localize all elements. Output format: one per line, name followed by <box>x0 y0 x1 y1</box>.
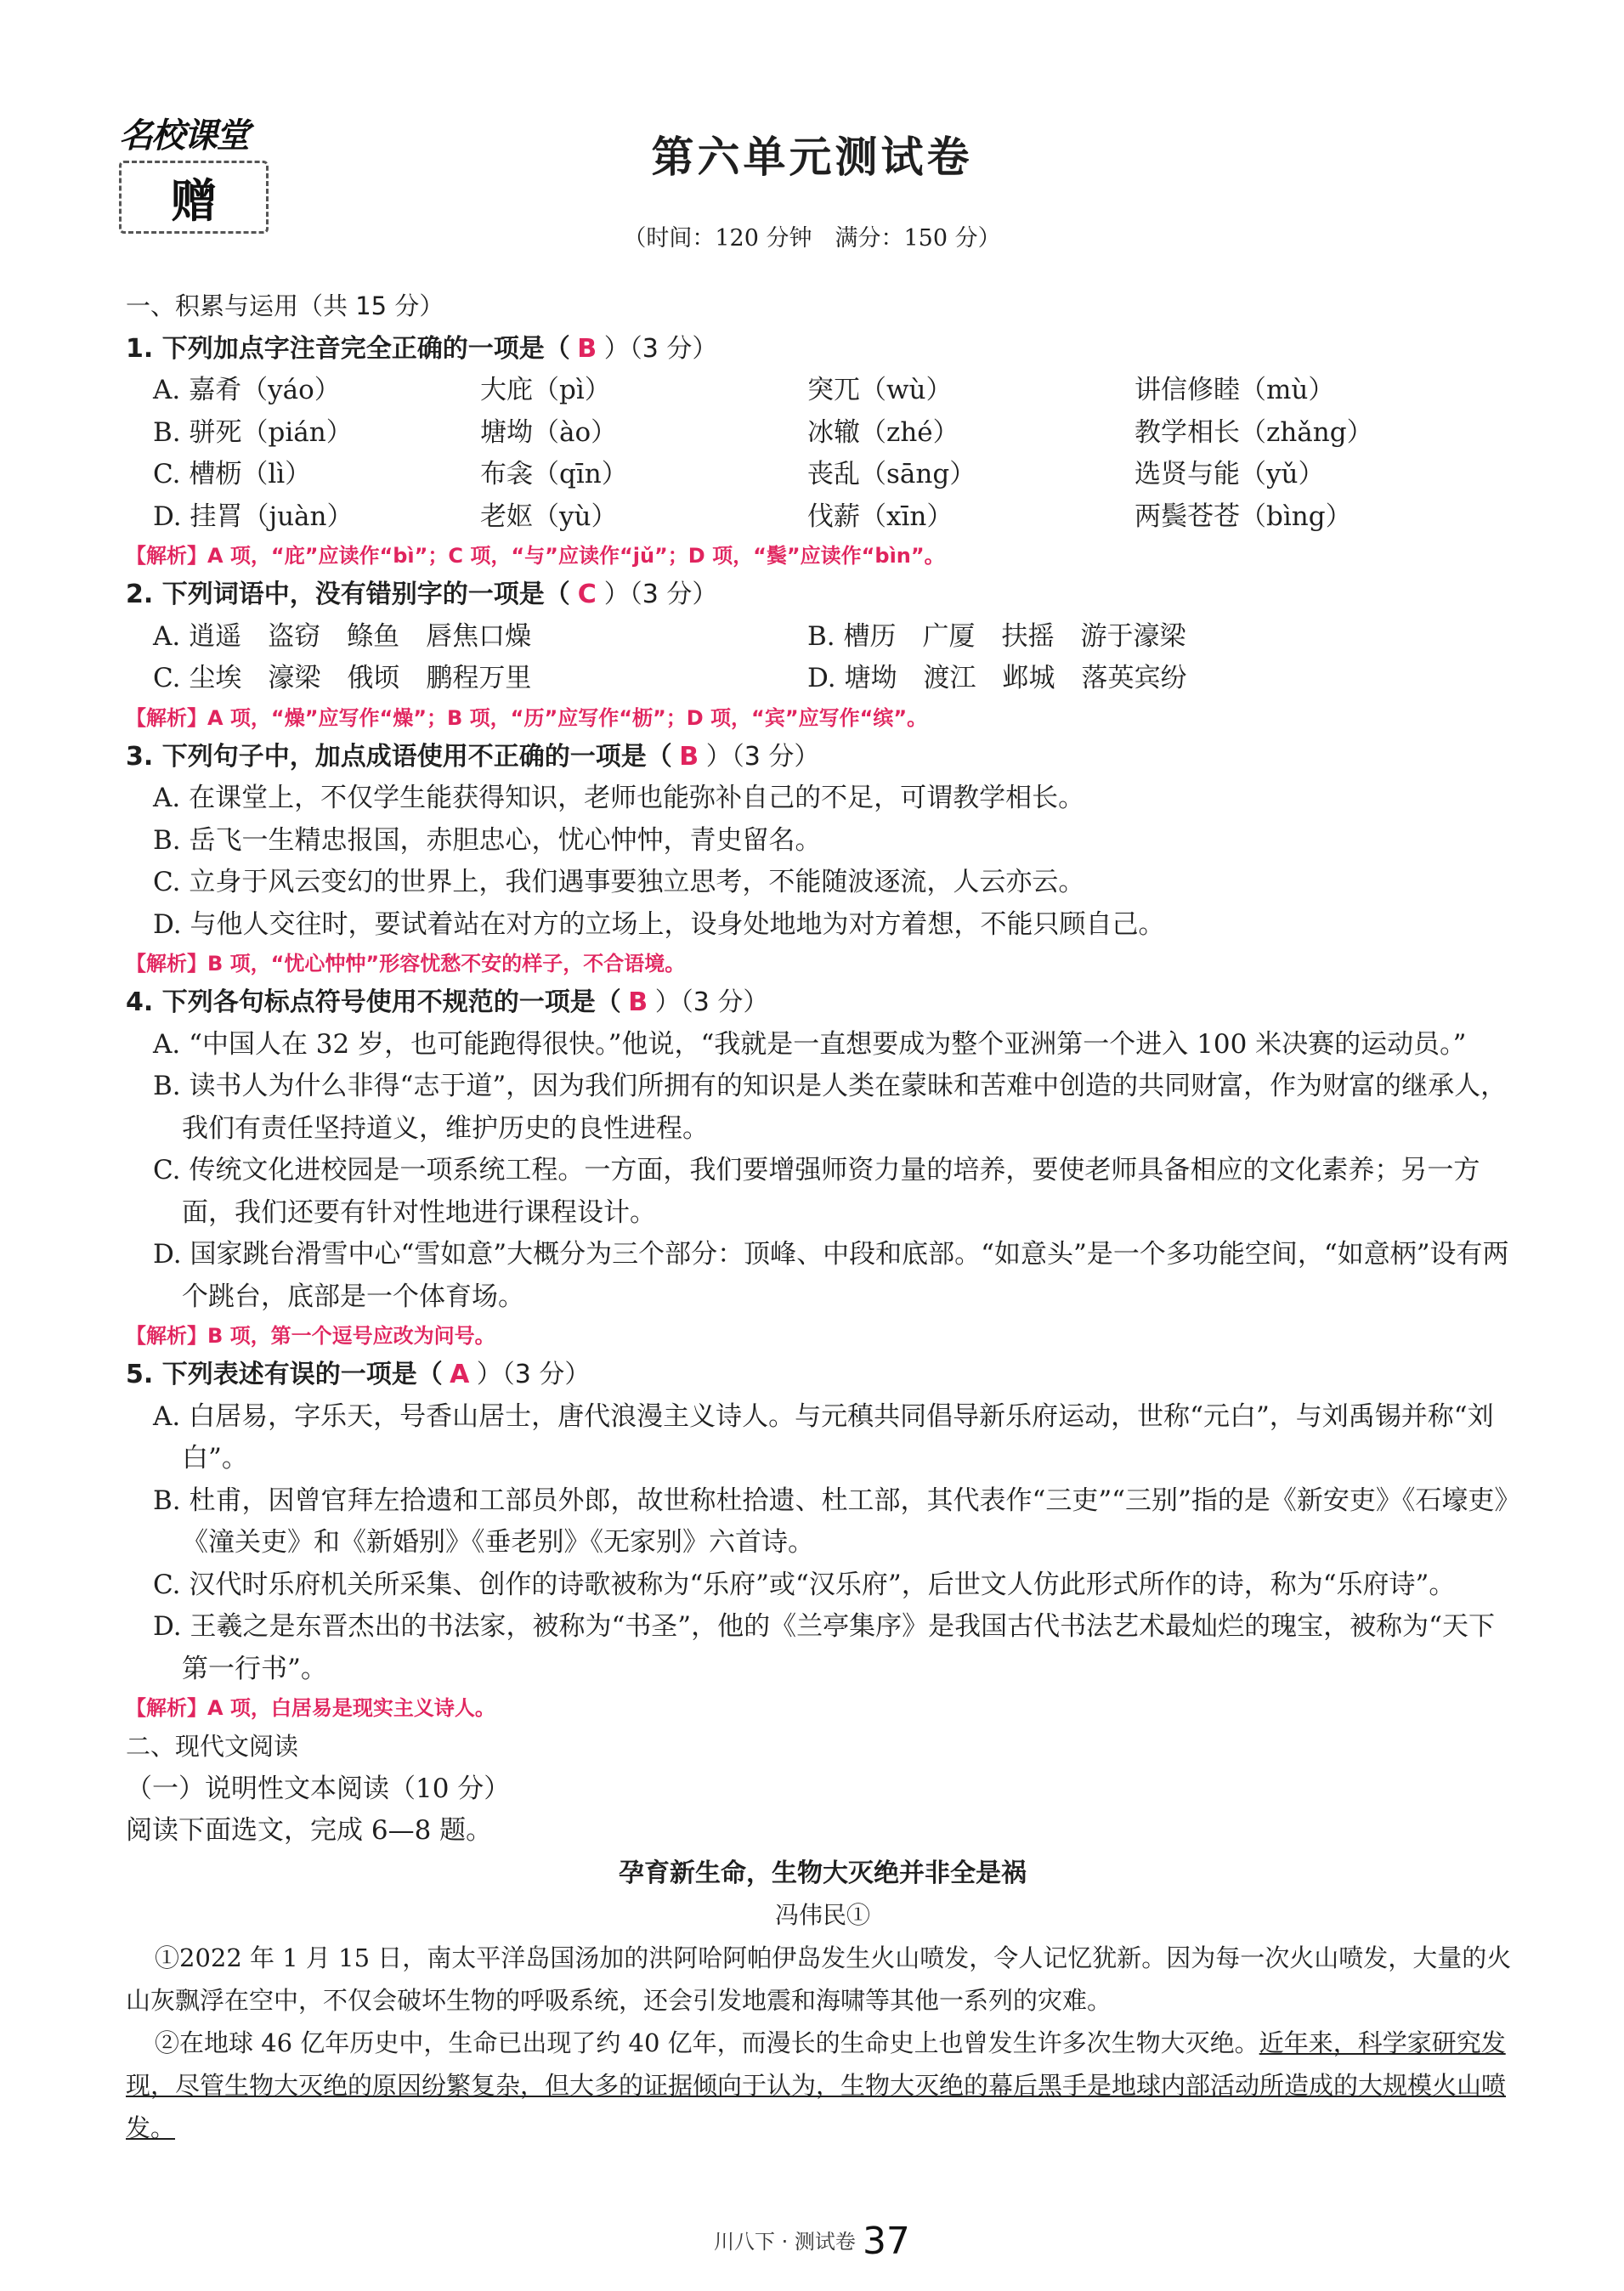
question-score: ）（3 分） <box>603 333 718 364</box>
section-heading-1: 一、积累与运用（共 15 分） <box>126 291 444 320</box>
page-footer <box>0 2220 1624 2263</box>
question-score: ）（3 分） <box>705 741 820 772</box>
footer-label: 川八下 · 测试卷 <box>714 2230 856 2254</box>
article-paragraph-2 <box>126 2022 1519 2149</box>
analysis-text: 【解析】B 项，第一个逗号应改为问号。 <box>126 1324 495 1348</box>
answer-mark: C <box>577 580 597 609</box>
page-title: 第六单元测试卷 <box>651 133 973 182</box>
option-cell: D. 塘坳 渡江 邺城 落英宾纷 <box>807 663 1187 693</box>
option-cell: A. 嘉肴（yáo） <box>153 375 341 405</box>
option-cell: B. 骈死（pián） <box>153 416 353 448</box>
question-2 <box>126 574 1519 616</box>
option-a: A. 在课堂上，不仅学生能获得知识，老师也能弥补自己的不足，可谓教学相长。 <box>153 783 1085 813</box>
question-1 <box>126 328 1519 371</box>
section-heading-2: 二、现代文阅读 <box>126 1732 299 1761</box>
option-d: D. 与他人交往时，要试着站在对方的立场上，设身处地地为对方着想，不能只顾自己。 <box>153 908 1165 940</box>
question-score: ）（3 分） <box>654 987 769 1017</box>
analysis-text: 【解析】A 项，白居易是现实主义诗人。 <box>126 1696 495 1720</box>
option-b: B. 读书人为什么非得“志于道”，因为我们所拥有的知识是人类在蒙昧和苦难中创造的共同财富，作为财富的继承人，我们有责任坚持道义，维护历史的良性进程。 <box>153 1071 1508 1144</box>
question-stem: 5. 下列表述有误的一项是（ <box>126 1360 443 1389</box>
question-4 <box>126 981 1519 1024</box>
question-stem: 3. 下列句子中，加点成语使用不正确的一项是（ <box>126 741 672 772</box>
option-b: B. 岳飞一生精忠报国，赤胆忠心，忧心忡忡，青史留名。 <box>153 824 822 856</box>
article-author: 冯伟民① <box>774 1901 870 1929</box>
question-stem: 4. 下列各句标点符号使用不规范的一项是（ <box>126 987 621 1017</box>
option-d: D. 国家跳台滑雪中心“雪如意”大概分为三个部分：顶峰、中段和底部。“如意头”是一个多功能空间，“如意柄”设有两个跳台，底部是一个体育场。 <box>153 1239 1509 1312</box>
option-cell: 选贤与能（yǔ） <box>1135 459 1325 489</box>
question-5 <box>126 1354 1519 1396</box>
option-a: A. 白居易，字乐天，号香山居士，唐代浪漫主义诗人。与元稹共同倡导新乐府运动，世称“元白”，与刘禹锡并称“刘白”。 <box>153 1400 1494 1474</box>
option-cell: 大庇（pì） <box>480 375 611 405</box>
option-cell: 老妪（yù） <box>480 501 618 532</box>
option-c: C. 立身于风云变幻的世界上，我们遇事要独立思考，不能随波逐流，人云亦云。 <box>153 867 1085 897</box>
page-number: 37 <box>862 2220 910 2263</box>
question-3 <box>126 736 1519 778</box>
option-a: A. “中国人在 32 岁，也可能跑得很快。”他说，“我就是一直想要成为整个亚洲第一个进入 100 米决赛的运动员。” <box>153 1028 1467 1060</box>
option-cell: 塘坳（ào） <box>480 416 618 448</box>
option-cell: C. 槽枥（lì） <box>153 459 312 489</box>
option-cell: 冰辙（zhé） <box>807 416 959 448</box>
article-paragraph-1: ①2022 年 1 月 15 日，南太平洋岛国汤加的洪阿哈阿帕伊岛发生火山喷发，令人记忆犹新。因为每一次火山喷发，大量的火山灰飘浮在空中，不仅会破坏生物的呼吸系统，还会引发地震和海啸等其他一系列的灾难。 <box>126 1943 1512 2015</box>
option-cell: 两鬓苍苍（bìng） <box>1135 501 1352 532</box>
answer-mark: B <box>628 987 648 1017</box>
option-cell: C. 尘埃 濠梁 俄顷 鹏程万里 <box>153 663 532 693</box>
question-1-options <box>126 370 1519 538</box>
subsection-heading: （一）说明性文本阅读（10 分） <box>126 1773 511 1804</box>
paragraph-text: ②在地球 46 亿年历史中，生命已出现了约 40 亿年，而漫长的生命史上也曾发生许多次生物大灭绝。 <box>155 2028 1259 2057</box>
reading-instruction: 阅读下面选文，完成 6—8 题。 <box>126 1815 493 1846</box>
option-c: C. 传统文化进校园是一项系统工程。一方面，我们要增强师资力量的培养，要使老师具备相应的文化素养；另一方面，我们还要有针对性地进行课程设计。 <box>153 1155 1480 1228</box>
logo-gift-badge: 赠 <box>119 161 269 234</box>
option-cell: 布衾（qīn） <box>480 459 628 489</box>
analysis-text: 【解析】B 项，“忧心忡忡”形容忧愁不安的样子，不合语境。 <box>126 952 686 976</box>
answer-mark: B <box>577 333 597 364</box>
option-cell: B. 槽历 广厦 扶摇 游于濠梁 <box>807 620 1186 652</box>
option-cell: 丧乱（sāng） <box>807 459 976 489</box>
option-d: D. 王羲之是东晋杰出的书法家，被称为“书圣”，他的《兰亭集序》是我国古代书法艺术最灿烂的瑰宝，被称为“天下第一行书”。 <box>153 1611 1495 1684</box>
underlined-sentence: 近年来，科学家研究发现，尽管生物大灭绝的原因纷繁复杂，但大多的证据倾向于认为，生物大灭绝的幕后黑手是地球内部活动所造成的大规模火山喷发。 <box>126 2028 1507 2142</box>
option-cell: 突兀（wù） <box>807 375 953 405</box>
option-cell: 教学相长（zhǎng） <box>1135 416 1373 448</box>
question-stem: 2. 下列词语中，没有错别字的一项是（ <box>126 580 570 609</box>
question-score: ）（3 分） <box>476 1360 591 1389</box>
analysis-text: 【解析】A 项，“燥”应写作“燥”；B 项，“历”应写作“枥”；D 项，“宾”应写作“缤”。 <box>126 705 928 730</box>
question-stem: 1. 下列加点字注音完全正确的一项是（ <box>126 333 570 364</box>
question-score: ）（3 分） <box>603 580 718 609</box>
option-cell: 讲信修睦（mù） <box>1135 375 1335 405</box>
exam-time-score: （时间：120 分钟 满分：150 分） <box>623 225 1001 252</box>
option-cell: D. 挂罥（juàn） <box>153 501 354 532</box>
logo-brand-text: 名校课堂 <box>119 116 248 156</box>
question-2-options <box>126 616 1519 700</box>
option-cell: A. 逍遥 盗窃 鲦鱼 唇焦口燥 <box>153 620 532 652</box>
option-c: C. 汉代时乐府机关所采集、创作的诗歌被称为“乐府”或“汉乐府”，后世文人仿此形式所作的诗，称为“乐府诗”。 <box>153 1569 1456 1600</box>
option-b: B. 杜甫，因曾官拜左拾遗和工部员外郎，故世称杜拾遗、杜工部，其代表作“三吏”“三别”指的是《新安吏》《石壕吏》《潼关吏》和《新婚别》《垂老别》《无家别》六首诗。 <box>153 1485 1508 1558</box>
answer-mark: A <box>450 1360 470 1389</box>
article-title: 孕育新生命，生物大灭绝并非全是祸 <box>619 1858 1027 1888</box>
answer-mark: B <box>679 741 699 772</box>
exam-content <box>126 286 1519 2149</box>
option-cell: 伐薪（xīn） <box>807 501 953 532</box>
analysis-text: 【解析】A 项，“庇”应读作“bì”；C 项，“与”应读作“jǔ”；D 项，“鬓”应读作“bìn”。 <box>126 544 945 568</box>
